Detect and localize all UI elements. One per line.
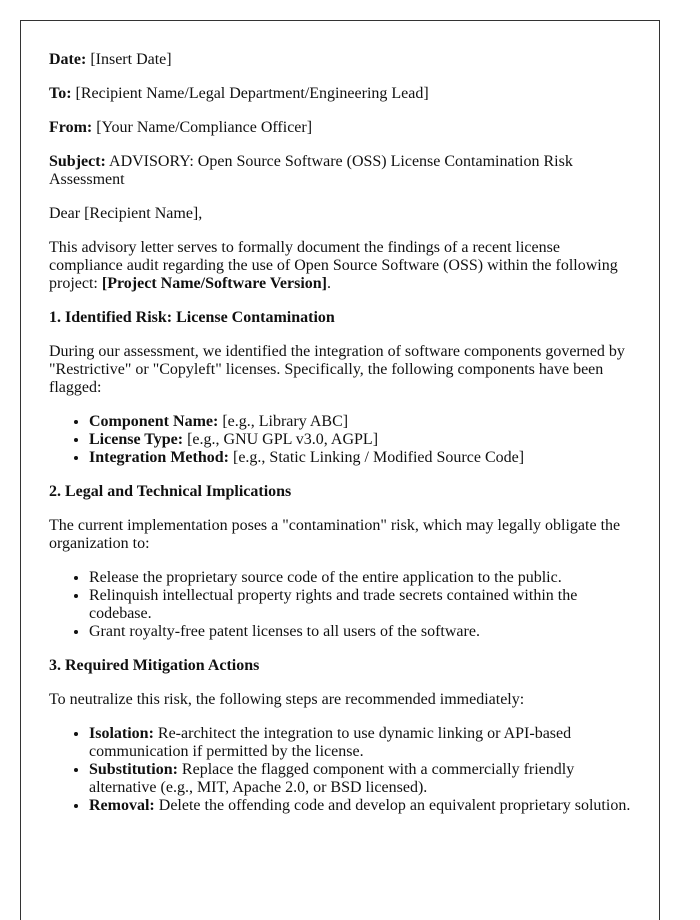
item-label: Isolation: — [89, 725, 154, 742]
advisory-letter — [20, 20, 660, 920]
mitigation-list — [49, 725, 631, 815]
date-line — [49, 51, 631, 69]
subject-value: ADVISORY: Open Source Software (OSS) License Contamination Risk Assessment — [49, 153, 573, 188]
section-heading-mitigation: 3. Required Mitigation Actions — [49, 657, 260, 674]
section-heading-identified-risk: 1. Identified Risk: License Contamination — [49, 309, 335, 326]
implications-list — [49, 569, 631, 641]
item-text: Delete the offending code and develop an equivalent proprietary solution. — [154, 797, 631, 814]
list-item-isolation — [89, 725, 631, 761]
subject-label: Subject: — [49, 153, 106, 170]
section-paragraph-implications: The current implementation poses a "contamination" risk, which may legally obligate the organization to: — [49, 517, 621, 552]
list-item: • Release the proprietary source code of the entire application to the public. — [89, 569, 631, 587]
item-label: Integration Method: — [89, 449, 229, 466]
list-item-integration-method — [89, 449, 631, 467]
list-item: • Grant royalty-free patent licenses to all users of the software. — [89, 623, 631, 641]
from-label: From: — [49, 119, 93, 136]
item-text: [e.g., GNU GPL v3.0, AGPL] — [183, 431, 379, 448]
intro-text-end: . — [327, 275, 331, 292]
section-paragraph-identified-risk: During our assessment, we identified the integration of software components governed by "Restrictive" or "Copyleft" licenses. Specifically, the following components have been flagged: — [49, 343, 625, 396]
to-value: [Recipient Name/Legal Department/Engineering Lead] — [75, 85, 429, 102]
to-line — [49, 85, 631, 103]
list-item-license-type — [89, 431, 631, 449]
project-placeholder: [Project Name/Software Version] — [101, 275, 327, 292]
list-item: • Relinquish intellectual property rights and trade secrets contained within the codebase. — [89, 587, 631, 623]
item-label: License Type: — [89, 431, 184, 448]
flagged-components-list — [49, 413, 631, 467]
item-text: Re-architect the integration to use dynamic linking or API-based communication if permitted by the license. — [89, 725, 572, 760]
section-heading-implications: 2. Legal and Technical Implications — [49, 483, 292, 500]
date-label: Date: — [49, 51, 87, 68]
list-item-component-name — [89, 413, 631, 431]
item-text: [e.g., Static Linking / Modified Source Code] — [228, 449, 525, 466]
item-label: Component Name: — [89, 413, 219, 430]
from-value: [Your Name/Compliance Officer] — [96, 119, 313, 136]
list-item-removal — [89, 797, 631, 815]
item-label: Substitution: — [89, 761, 178, 778]
subject-line — [49, 153, 631, 189]
item-text: Replace the flagged component with a commercially friendly alternative (e.g., MIT, Apache 2.0, or BSD licensed). — [89, 761, 575, 796]
salutation: Dear [Recipient Name], — [49, 205, 203, 222]
item-label: Removal: — [89, 797, 155, 814]
intro-text: This advisory letter serves to formally document the findings of a recent license compliance audit regarding the use of Open Source Software (OSS) within the following project: — [49, 239, 618, 292]
from-line — [49, 119, 631, 137]
intro-paragraph — [49, 239, 631, 293]
list-item-substitution — [89, 761, 631, 797]
date-value: [Insert Date] — [90, 51, 172, 68]
section-paragraph-mitigation: To neutralize this risk, the following steps are recommended immediately: — [49, 691, 525, 708]
item-text: [e.g., Library ABC] — [218, 413, 349, 430]
to-label: To: — [49, 85, 72, 102]
